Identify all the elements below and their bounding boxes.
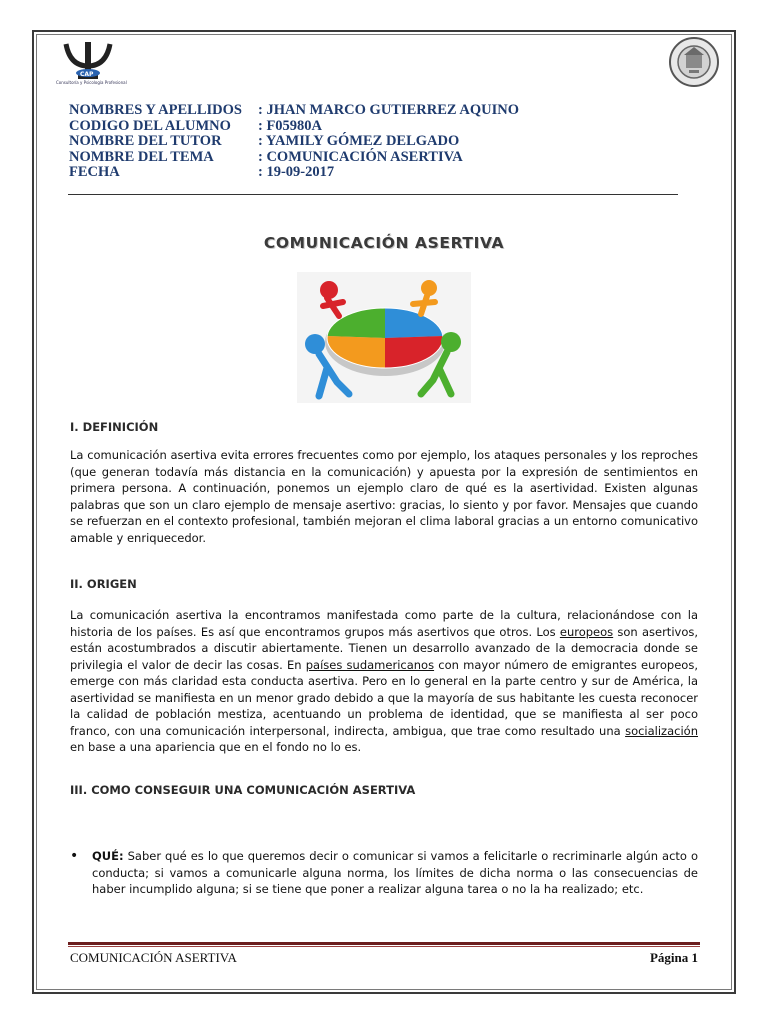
link-paises-sudamericanos[interactable]: países sudamericanos — [305, 657, 435, 672]
bullet-label: QUÉ: — [92, 849, 124, 863]
info-label: NOMBRE DEL TUTOR — [69, 133, 222, 149]
heading-text: II. ORIGEN — [70, 577, 137, 591]
info-value: : COMUNICACIÓN ASERTIVA — [258, 148, 463, 165]
info-label: FECHA — [69, 164, 120, 180]
page-number: Página 1 — [649, 950, 698, 965]
info-row-topic — [69, 150, 519, 166]
text-segment: La comunicación asertiva la encontramos manifestada como parte de la cultura, relacionándose con la historia de los países. Es así que encontramos grupos más asertivos que otros. Los — [70, 608, 698, 639]
puzzle-teamwork-illustration — [297, 272, 471, 403]
list-item — [70, 848, 698, 898]
info-row-name — [69, 103, 519, 119]
paragraph-definicion: La comunicación asertiva evita errores frecuentes como por ejemplo, los ataques personales y los reproches (que generan todavía más distancia en la comunicación) y apuesta por la expresión de sentimientos en primera persona. A continuación, ponemos un ejemplo claro de qué es la asertividad. Existen algunas palabras que son un claro ejemplo de mensaje asertivo: gracias, lo siento y por favor. Mensajes que cuando se refuerzan en el contexto profesional, también mejoran el clima laboral gracias a un entorno comunicativo amable y enriquecedor. — [70, 448, 698, 545]
svg-text:CAP: CAP — [80, 71, 94, 78]
info-label: NOMBRES Y APELLIDOS — [69, 102, 242, 118]
footer-divider-thin — [68, 946, 700, 947]
info-row-date — [69, 165, 519, 181]
text-segment: con mayor número de emigrantes europeos, emerge con más claridad esta conducta asertiva. Pero en lo general en la parte centro y sur de América, la asertividad se manifiesta en un menor grado debido a que la mayoría de sus habitante les cuesta reconocer la calidad de población mestiza, acentuando un problema de identidad, que se manifiesta al ser poco franco, con una comunicación interpersonal, indirecta, ambigua, que trae como resultado una — [70, 657, 698, 738]
info-value: : 19-09-2017 — [258, 164, 335, 180]
section-heading-como: III. COMO CONSEGUIR UNA COMUNICACIÓN ASERTIVA — [70, 783, 416, 797]
bullet-body: Saber qué es lo que queremos decir o comunicar si vamos a felicitarle o recriminarle algún acto o conducta; si vamos a comunicarle alguna norma, los límites de dicha norma o las consecuencias de haber incumplido alguna; si se tiene que poner a realizar alguna tarea o no la ha realizado; etc. — [92, 849, 698, 896]
info-label: CODIGO DEL ALUMNO — [69, 117, 231, 134]
paragraph-origen — [70, 607, 698, 756]
footer-title: COMUNICACIÓN ASERTIVA — [70, 950, 237, 965]
university-seal-icon — [668, 36, 720, 88]
info-label: NOMBRE DEL TEMA — [69, 148, 214, 165]
document-title: COMUNICACIÓN ASERTIVA — [263, 234, 505, 252]
header-divider — [68, 194, 678, 195]
link-socializacion[interactable]: socialización — [625, 723, 698, 738]
link-europeos[interactable]: europeos — [559, 624, 614, 639]
info-row-code — [69, 119, 519, 135]
text-segment: en base a una apariencia que en el fondo no lo es. — [70, 740, 362, 754]
info-row-tutor — [69, 134, 519, 150]
footer-divider — [68, 942, 700, 945]
text-segment: son asertivos, están acostumbrados a discutir abiertamente. Tienen un desarrollo avanzado de la democracia donde se privilegia el valor de decir las cosas. En — [70, 624, 699, 672]
section-heading-origen — [70, 577, 137, 591]
section-heading-definicion: I. DEFINICIÓN — [70, 420, 159, 434]
info-value: : JHAN MARCO GUTIERREZ AQUINO — [258, 102, 520, 118]
bullet-icon: • — [70, 848, 79, 864]
logo-caption: Consultoría y Psicología Profesional — [56, 80, 127, 85]
bullet-text — [92, 848, 698, 898]
info-value: : YAMILY GÓMEZ DELGADO — [258, 133, 460, 149]
student-info — [69, 103, 519, 181]
info-value: : F05980A — [258, 117, 323, 134]
